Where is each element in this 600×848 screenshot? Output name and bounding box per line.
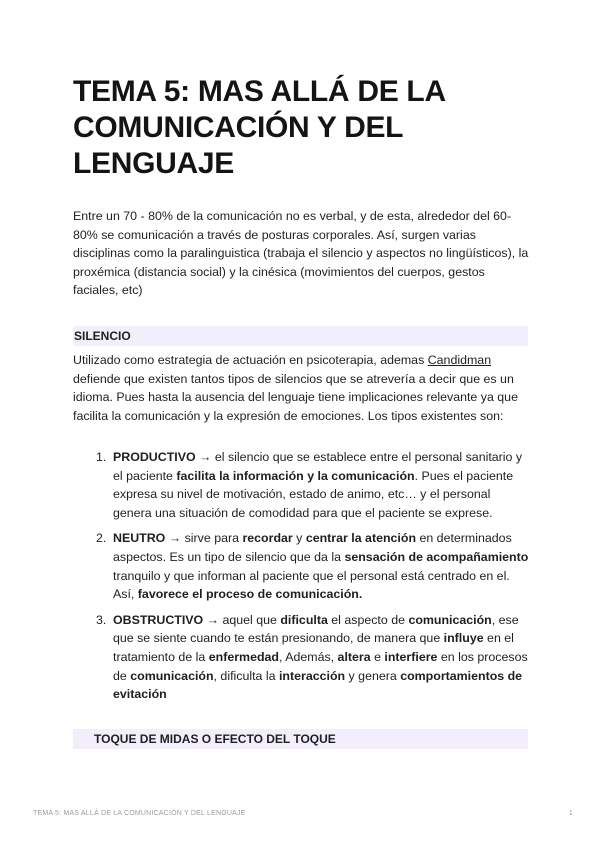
list-bold-text: interfiere — [384, 649, 438, 664]
list-number: 2. — [96, 531, 107, 546]
list-text: y — [292, 531, 306, 546]
list-bold-text: comunicación — [130, 668, 214, 683]
list-item — [73, 529, 529, 603]
list-bold-text: enfermedad — [208, 649, 279, 664]
list-number: 3. — [96, 612, 107, 627]
page-footer — [33, 810, 573, 817]
list-bold-text: interacción — [278, 668, 346, 683]
list-bold-text: dificulta — [280, 612, 328, 627]
list-bold-text: OBSTRUCTIVO — [113, 612, 204, 627]
list-bold-text: influye — [443, 631, 484, 646]
list-bold-text: facilita la información y la comunicación — [176, 468, 415, 483]
list-bold-text: comportamientos de evitación — [113, 668, 523, 702]
list-number: 1. — [96, 450, 107, 464]
list-bold-text: altera — [337, 649, 371, 664]
list-text: y genera — [345, 668, 401, 683]
list-text: en el tratamiento de la — [113, 631, 514, 664]
section-heading-silencio: SILENCIO — [73, 326, 528, 346]
list-text: . Pues el paciente expresa su nivel de motivación, estado de animo, etc… y el personal genera una situación de comodidad para que el paciente se exprese. — [113, 468, 514, 520]
list-text: e — [370, 649, 385, 664]
document-title: TEMA 5: MAS ALLÁ DE LA COMUNICACIÓN Y DEL LENGUAJE — [73, 75, 445, 180]
intro-paragraph: Entre un 70 - 80% de la comunicación no es verbal, y de esta, alrededor del 60-80% se comunicación a través de posturas corporales. Así, surgen varias disciplinas como la paralinguistica (trabaja el silencio y aspectos no lingüísticos), la proxémica (distancia social) y la cinésica (movimientos del cuerpos, gestos faciales, etc) — [73, 209, 529, 298]
list-bold-text: favorece el proceso de comunicación. — [137, 587, 363, 602]
silencio-paragraph — [73, 351, 529, 425]
list-text: → sirve para — [165, 531, 243, 546]
list-text: , dificulta la — [213, 668, 279, 683]
list-text: → aquel que — [203, 612, 281, 627]
list-text: en los procesos de — [113, 649, 528, 683]
list-bold-text: sensación de acompañamiento — [344, 549, 529, 564]
list-text: en determinados aspectos. Es un tipo de silencio que da la — [113, 531, 512, 564]
silence-types-list — [73, 448, 529, 711]
list-bold-text: PRODUCTIVO — [113, 450, 196, 464]
page-number: 1 — [568, 810, 573, 817]
paragraph-text-start: Utilizado como estrategia de actuación en psicoterapia, ademas — [73, 353, 428, 367]
list-bold-text: centrar la atención — [305, 531, 417, 546]
list-item — [73, 611, 529, 704]
section-heading-toque: TOQUE DE MIDAS O EFECTO DEL TOQUE — [73, 729, 528, 749]
paragraph-text-end: defiende que existen tantos tipos de silencios que se atrevería a decir que es un idioma. Pues hasta la ausencia del lenguaje tiene implicaciones relevante ya que facilita la comunicación y la expresión de emociones. Los tipos existentes son: — [73, 371, 518, 423]
list-text: → el silencio que se establece entre el personal sanitario y el paciente — [113, 450, 523, 483]
list-text: tranquilo y que informan al paciente que el personal está centrado en el. Así, — [113, 568, 510, 602]
list-item — [73, 448, 529, 522]
footer-title: TEMA 5: MAS ALLÁ DE LA COMUNICACIÓN Y DEL LENGUAJE — [33, 810, 246, 817]
list-bold-text: comunicación — [408, 612, 492, 627]
candidman-link[interactable]: Candidman — [427, 353, 492, 367]
list-text: , ese que se siente cuando te están presionando, de manera que — [113, 612, 519, 646]
list-text: , Además, — [279, 649, 338, 664]
list-bold-text: NEUTRO — [113, 531, 166, 546]
list-text: el aspecto de — [327, 612, 409, 627]
list-bold-text: recordar — [242, 531, 293, 546]
